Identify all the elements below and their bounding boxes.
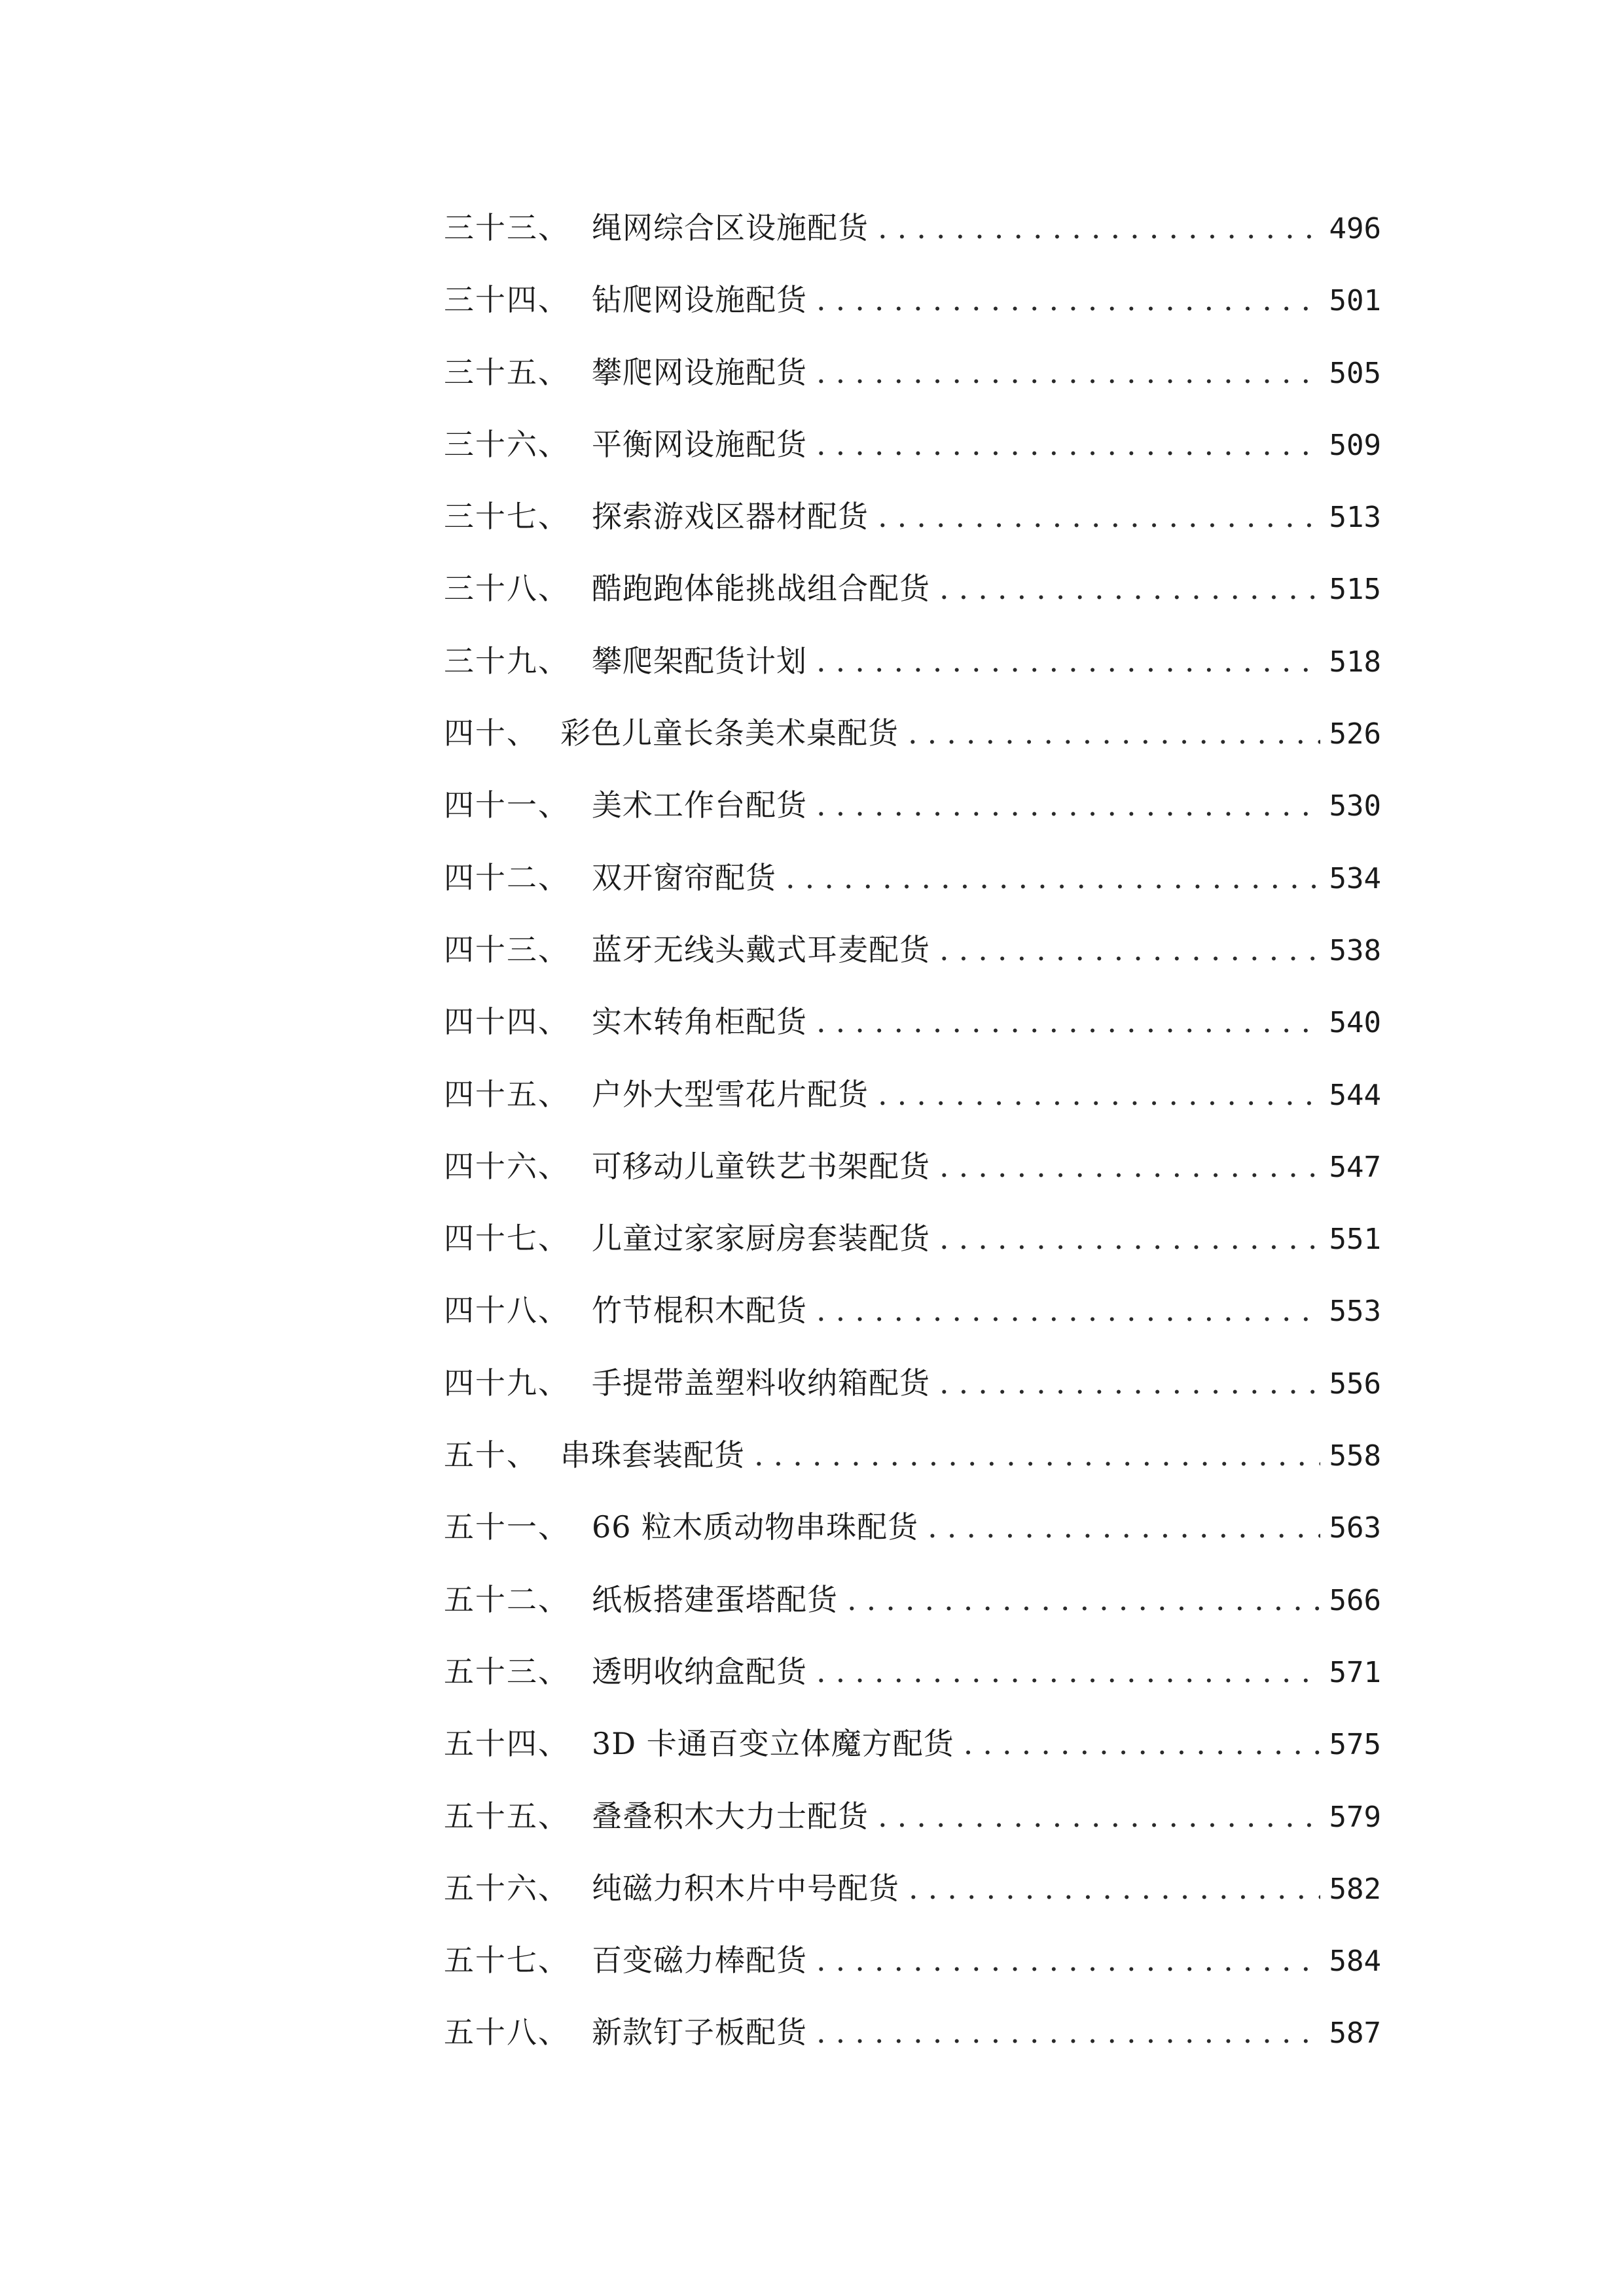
dot-leader [878,1077,1320,1112]
toc-entry-number: 四十五、 [444,1076,569,1112]
toc-entry-number: 四十一、 [444,787,569,823]
toc-entry-number: 四十七、 [444,1221,569,1257]
toc-entry-number: 三十七、 [444,499,569,535]
toc-entry-number: 四十、 [444,715,538,751]
toc-entry-title: 66 粒木质动物串珠配货 [592,1509,919,1545]
toc-entry-title: 双开窗帘配货 [592,859,776,895]
toc-entry-page: 566 [1329,1583,1381,1617]
dot-leader [816,2015,1320,2050]
toc-entry-number: 四十八、 [444,1293,569,1329]
toc-entry-page: 551 [1329,1223,1381,1257]
toc-entry-9[interactable] [444,781,1381,853]
toc-entry-21[interactable] [444,1648,1381,1720]
toc-entry-page: 526 [1329,717,1381,751]
toc-entry-page: 575 [1329,1728,1381,1762]
toc-entry-14[interactable] [444,1143,1381,1215]
toc-entry-page: 518 [1329,645,1381,679]
toc-entry-title: 儿童过家家厨房套装配货 [592,1221,930,1257]
toc-entry-number: 三十三、 [444,210,569,245]
toc-entry-number: 五十八、 [444,2015,569,2051]
toc-entry-11[interactable] [444,926,1381,998]
toc-entry-page: 496 [1329,212,1381,245]
toc-entry-title: 钻爬网设施配货 [592,282,807,318]
toc-entry-page: 556 [1329,1367,1381,1401]
toc-entry-number: 四十三、 [444,931,569,967]
dot-leader [785,860,1320,895]
toc-entry-title: 蓝牙无线头戴式耳麦配货 [592,931,930,967]
dot-leader [816,282,1320,317]
toc-entry-number: 四十四、 [444,1004,569,1040]
dot-leader [964,1726,1320,1761]
dot-leader [909,1871,1320,1906]
toc-entry-13[interactable] [444,1071,1381,1143]
toc-entry-number: 三十六、 [444,426,569,462]
toc-entry-title: 透明收纳盒配货 [592,1653,807,1689]
toc-entry-number: 五十五、 [444,1798,569,1834]
toc-entry-page: 571 [1329,1655,1381,1689]
toc-entry-page: 579 [1329,1800,1381,1834]
dot-leader [847,1582,1320,1617]
dot-leader [878,1799,1320,1834]
toc-entry-number: 三十四、 [444,282,569,318]
toc-entry-26[interactable] [444,2009,1381,2081]
toc-entry-page: 515 [1329,573,1381,607]
toc-entry-title: 攀爬网设施配货 [592,354,807,390]
toc-entry-page: 509 [1329,428,1381,462]
dot-leader [878,210,1320,245]
toc-entry-page: 587 [1329,2017,1381,2051]
toc-entry-25[interactable] [444,1937,1381,2009]
toc-entry-number: 五十三、 [444,1653,569,1689]
toc-entry-title: 3D 卡通百变立体魔方配货 [592,1726,954,1762]
toc-entry-page: 538 [1329,933,1381,967]
dot-leader [816,787,1320,823]
toc-entry-number: 四十六、 [444,1148,569,1184]
toc-entry-title: 实木转角柜配货 [592,1004,807,1040]
toc-entry-number: 三十五、 [444,354,569,390]
toc-entry-title: 百变磁力棒配货 [592,1943,807,1979]
toc-entry-title: 酷跑跑体能挑战组合配货 [592,571,930,607]
toc-entry-number: 四十二、 [444,859,569,895]
toc-entry-3[interactable] [444,349,1381,421]
dot-leader [939,1221,1320,1256]
dot-leader [878,499,1320,534]
toc-entry-2[interactable] [444,276,1381,348]
toc-entry-7[interactable] [444,637,1381,709]
dot-leader [939,1149,1320,1184]
toc-entry-1[interactable] [444,204,1381,276]
toc-entry-24[interactable] [444,1865,1381,1937]
dot-leader [816,1293,1320,1328]
toc-entry-5[interactable] [444,493,1381,565]
toc-entry-title: 纯磁力积木片中号配货 [592,1870,899,1906]
dot-leader [816,1654,1320,1689]
toc-entry-16[interactable] [444,1287,1381,1359]
toc-entry-number: 五十一、 [444,1509,569,1545]
toc-entry-18[interactable] [444,1431,1381,1503]
toc-entry-title: 攀爬架配货计划 [592,643,807,679]
toc-entry-17[interactable] [444,1359,1381,1431]
dot-leader [754,1437,1320,1473]
toc-entry-title: 绳网综合区设施配货 [592,210,869,245]
toc-entry-number: 五十七、 [444,1943,569,1979]
toc-entry-title: 户外大型雪花片配货 [592,1076,869,1112]
toc-entry-title: 彩色儿童长条美术桌配货 [560,715,899,751]
toc-entry-4[interactable] [444,421,1381,493]
toc-entry-19[interactable] [444,1503,1381,1575]
toc-entry-title: 平衡网设施配货 [592,426,807,462]
toc-entry-page: 544 [1329,1078,1381,1112]
toc-entry-number: 三十九、 [444,643,569,679]
dot-leader [908,715,1320,751]
toc-entry-page: 584 [1329,1945,1381,1979]
toc-entry-15[interactable] [444,1215,1381,1287]
dot-leader [928,1509,1320,1545]
toc-entry-6[interactable] [444,565,1381,637]
toc-entry-page: 530 [1329,789,1381,823]
dot-leader [816,427,1320,462]
toc-entry-page: 540 [1329,1006,1381,1040]
toc-entry-title: 竹节棍积木配货 [592,1293,807,1329]
toc-entry-number: 五十四、 [444,1726,569,1762]
toc-entry-23[interactable] [444,1793,1381,1865]
toc-entry-page: 501 [1329,284,1381,318]
dot-leader [939,932,1320,967]
toc-entry-page: 534 [1329,861,1381,895]
dot-leader [816,643,1320,679]
toc-entry-number: 五十、 [444,1437,538,1473]
toc-entry-title: 串珠套装配货 [560,1437,745,1473]
toc-entry-page: 547 [1329,1150,1381,1184]
toc-entry-title: 手提带盖塑料收纳箱配货 [592,1365,930,1401]
toc-entry-10[interactable] [444,854,1381,926]
toc-entry-8[interactable] [444,709,1381,781]
toc-entry-page: 563 [1329,1511,1381,1545]
dot-leader [816,1004,1320,1039]
toc-entry-title: 纸板搭建蛋塔配货 [592,1581,838,1617]
dot-leader [939,1365,1320,1401]
toc-entry-page: 558 [1329,1439,1381,1473]
toc-entry-title: 美术工作台配货 [592,787,807,823]
toc-entry-number: 五十六、 [444,1870,569,1906]
toc-entry-title: 探索游戏区器材配货 [592,499,869,535]
toc-entry-page: 553 [1329,1295,1381,1329]
dot-leader [816,355,1320,390]
dot-leader [816,1943,1320,1978]
toc-entry-22[interactable] [444,1720,1381,1792]
toc-entry-page: 505 [1329,356,1381,390]
toc-entry-12[interactable] [444,998,1381,1070]
toc-entry-page: 582 [1329,1872,1381,1906]
table-of-contents [444,204,1381,2081]
dot-leader [939,571,1320,606]
toc-entry-number: 五十二、 [444,1581,569,1617]
toc-entry-page: 513 [1329,501,1381,535]
toc-entry-title: 新款钉子板配货 [592,2015,807,2051]
toc-entry-number: 三十八、 [444,571,569,607]
toc-entry-number: 四十九、 [444,1365,569,1401]
toc-entry-title: 可移动儿童铁艺书架配货 [592,1148,930,1184]
toc-entry-20[interactable] [444,1576,1381,1648]
toc-entry-title: 叠叠积木大力士配货 [592,1798,869,1834]
